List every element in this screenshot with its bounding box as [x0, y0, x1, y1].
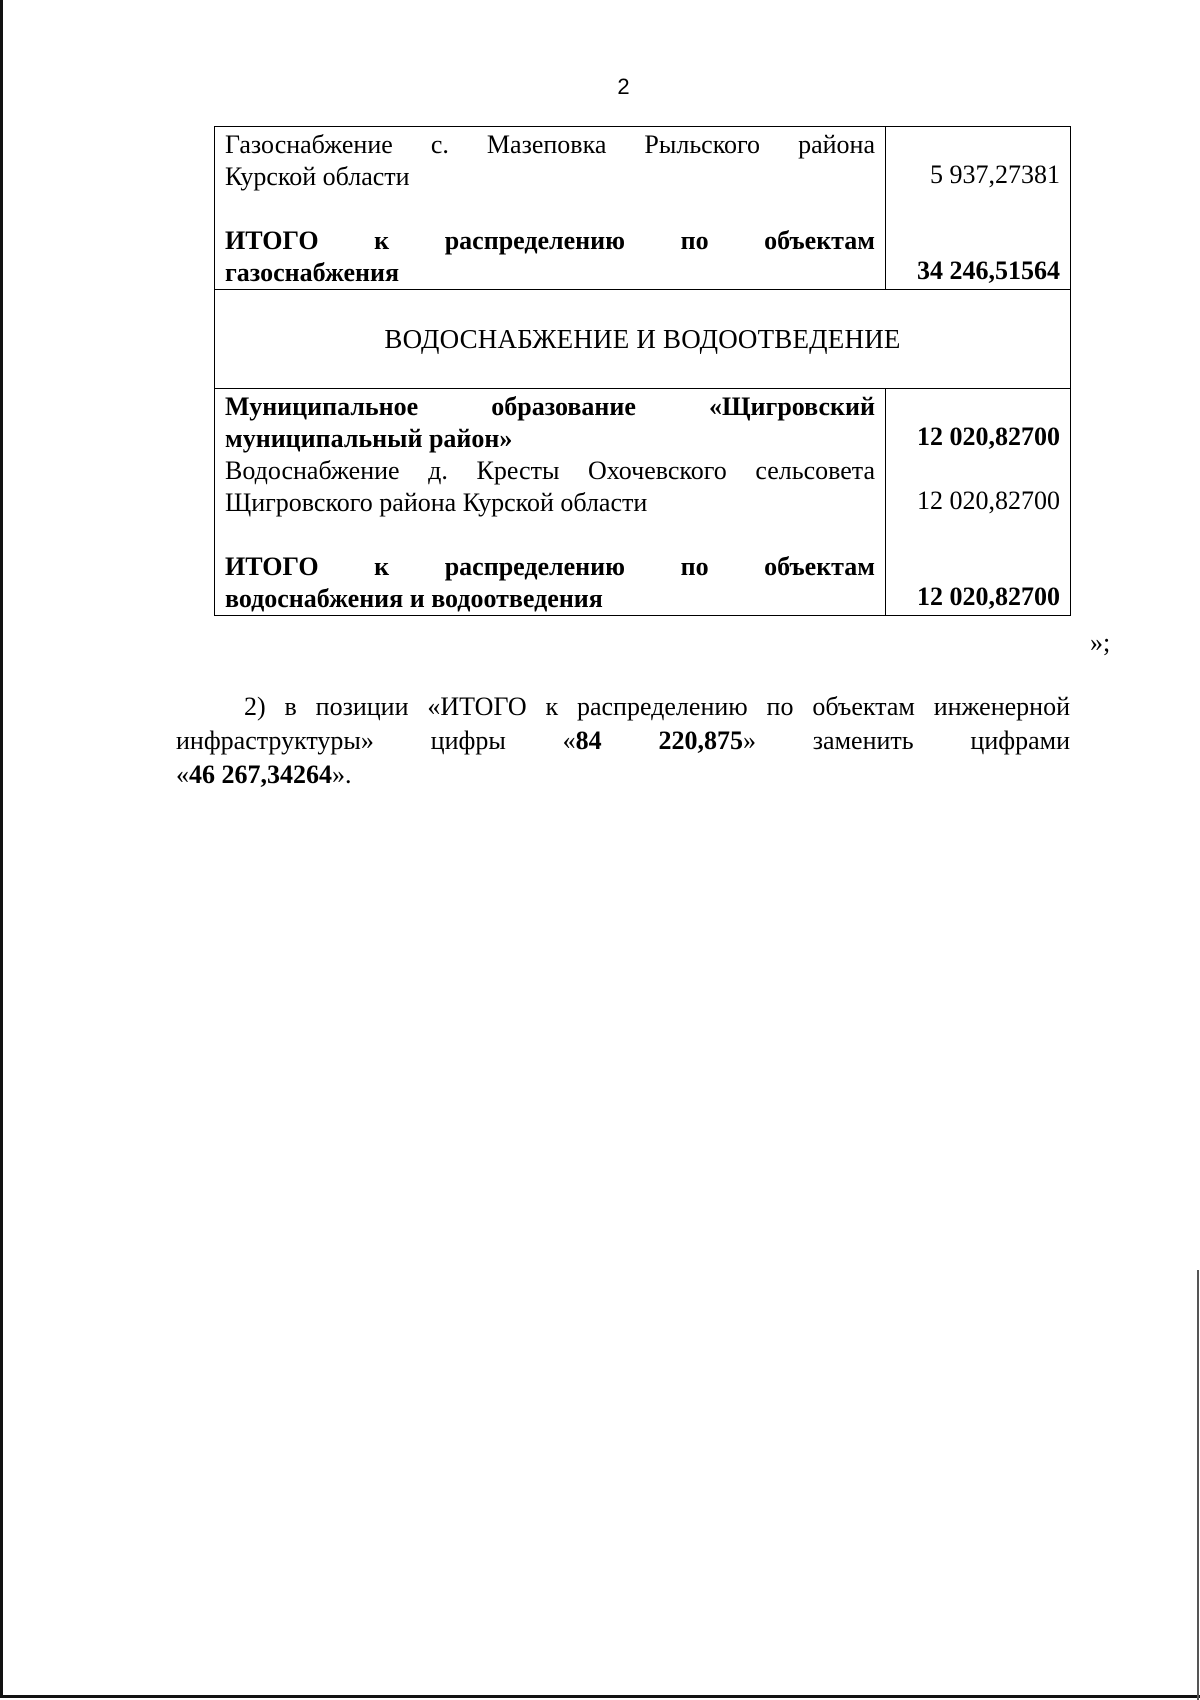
paragraph-line2-prefix: инфраструктуры» цифры «	[176, 726, 576, 755]
water-object-value: 12 020,82700	[917, 486, 1060, 515]
new-value: 46 267,34264	[189, 760, 332, 789]
row-spacer	[890, 453, 1060, 485]
water-total-line1: ИТОГО к распределению по объектам	[225, 552, 875, 581]
municipality-line1: Муниципальное образование «Щигровский	[225, 392, 875, 421]
gas-description-cell	[215, 127, 886, 290]
section-heading-water: ВОДОСНАБЖЕНИЕ И ВОДООТВЕДЕНИЕ	[215, 290, 1071, 389]
page-number: 2	[617, 74, 630, 99]
water-total-line2: водоснабжения и водоотведения	[225, 584, 603, 613]
paragraph-line3	[176, 758, 1070, 792]
row-spacer	[890, 389, 1060, 421]
scan-left-edge	[0, 0, 3, 1698]
old-value: 84 220,875	[575, 726, 743, 755]
closing-quote: »;	[1090, 628, 1111, 657]
table-row-water	[215, 389, 1071, 616]
gas-total-line2: газоснабжения	[225, 258, 400, 287]
table-row-section	[215, 290, 1071, 389]
table-row-gas	[215, 127, 1071, 290]
row-spacer	[890, 223, 1060, 255]
water-description-cell	[215, 389, 886, 616]
water-object-line1: Водоснабжение д. Кресты Охочевского сельсовета	[225, 456, 875, 485]
row-spacer	[890, 191, 1060, 223]
gas-object-line1: Газоснабжение с. Мазеповка Рыльского района	[225, 130, 875, 159]
paragraph-line2-mid: » заменить цифрами	[742, 726, 1071, 755]
gas-value-cell	[886, 127, 1071, 290]
gas-object-value: 5 937,27381	[930, 160, 1060, 189]
municipality-value: 12 020,82700	[917, 422, 1060, 451]
paragraph-line2	[176, 724, 1070, 758]
row-spacer	[225, 193, 875, 225]
gas-total-line1: ИТОГО к распределению по объектам	[225, 226, 875, 255]
paragraph-line1: 2) в позиции «ИТОГО к распределению по объектам инженерной	[244, 692, 1070, 721]
gas-object-line2: Курской области	[225, 162, 410, 191]
paragraph-line3-close: ».	[332, 760, 352, 789]
water-total-value: 12 020,82700	[917, 582, 1060, 611]
row-spacer	[225, 519, 875, 551]
distribution-table	[214, 126, 1071, 616]
row-spacer	[890, 549, 1060, 581]
water-value-cell	[886, 389, 1071, 616]
amendment-paragraph	[176, 690, 1070, 792]
paragraph-line3-open: «	[176, 760, 189, 789]
row-spacer	[890, 517, 1060, 549]
gas-total-value: 34 246,51564	[917, 256, 1060, 285]
row-spacer	[890, 127, 1060, 159]
municipality-line2: муниципальный район»	[225, 424, 513, 453]
water-object-line2: Щигровского района Курской области	[225, 488, 648, 517]
scan-right-edge	[1197, 1270, 1199, 1700]
